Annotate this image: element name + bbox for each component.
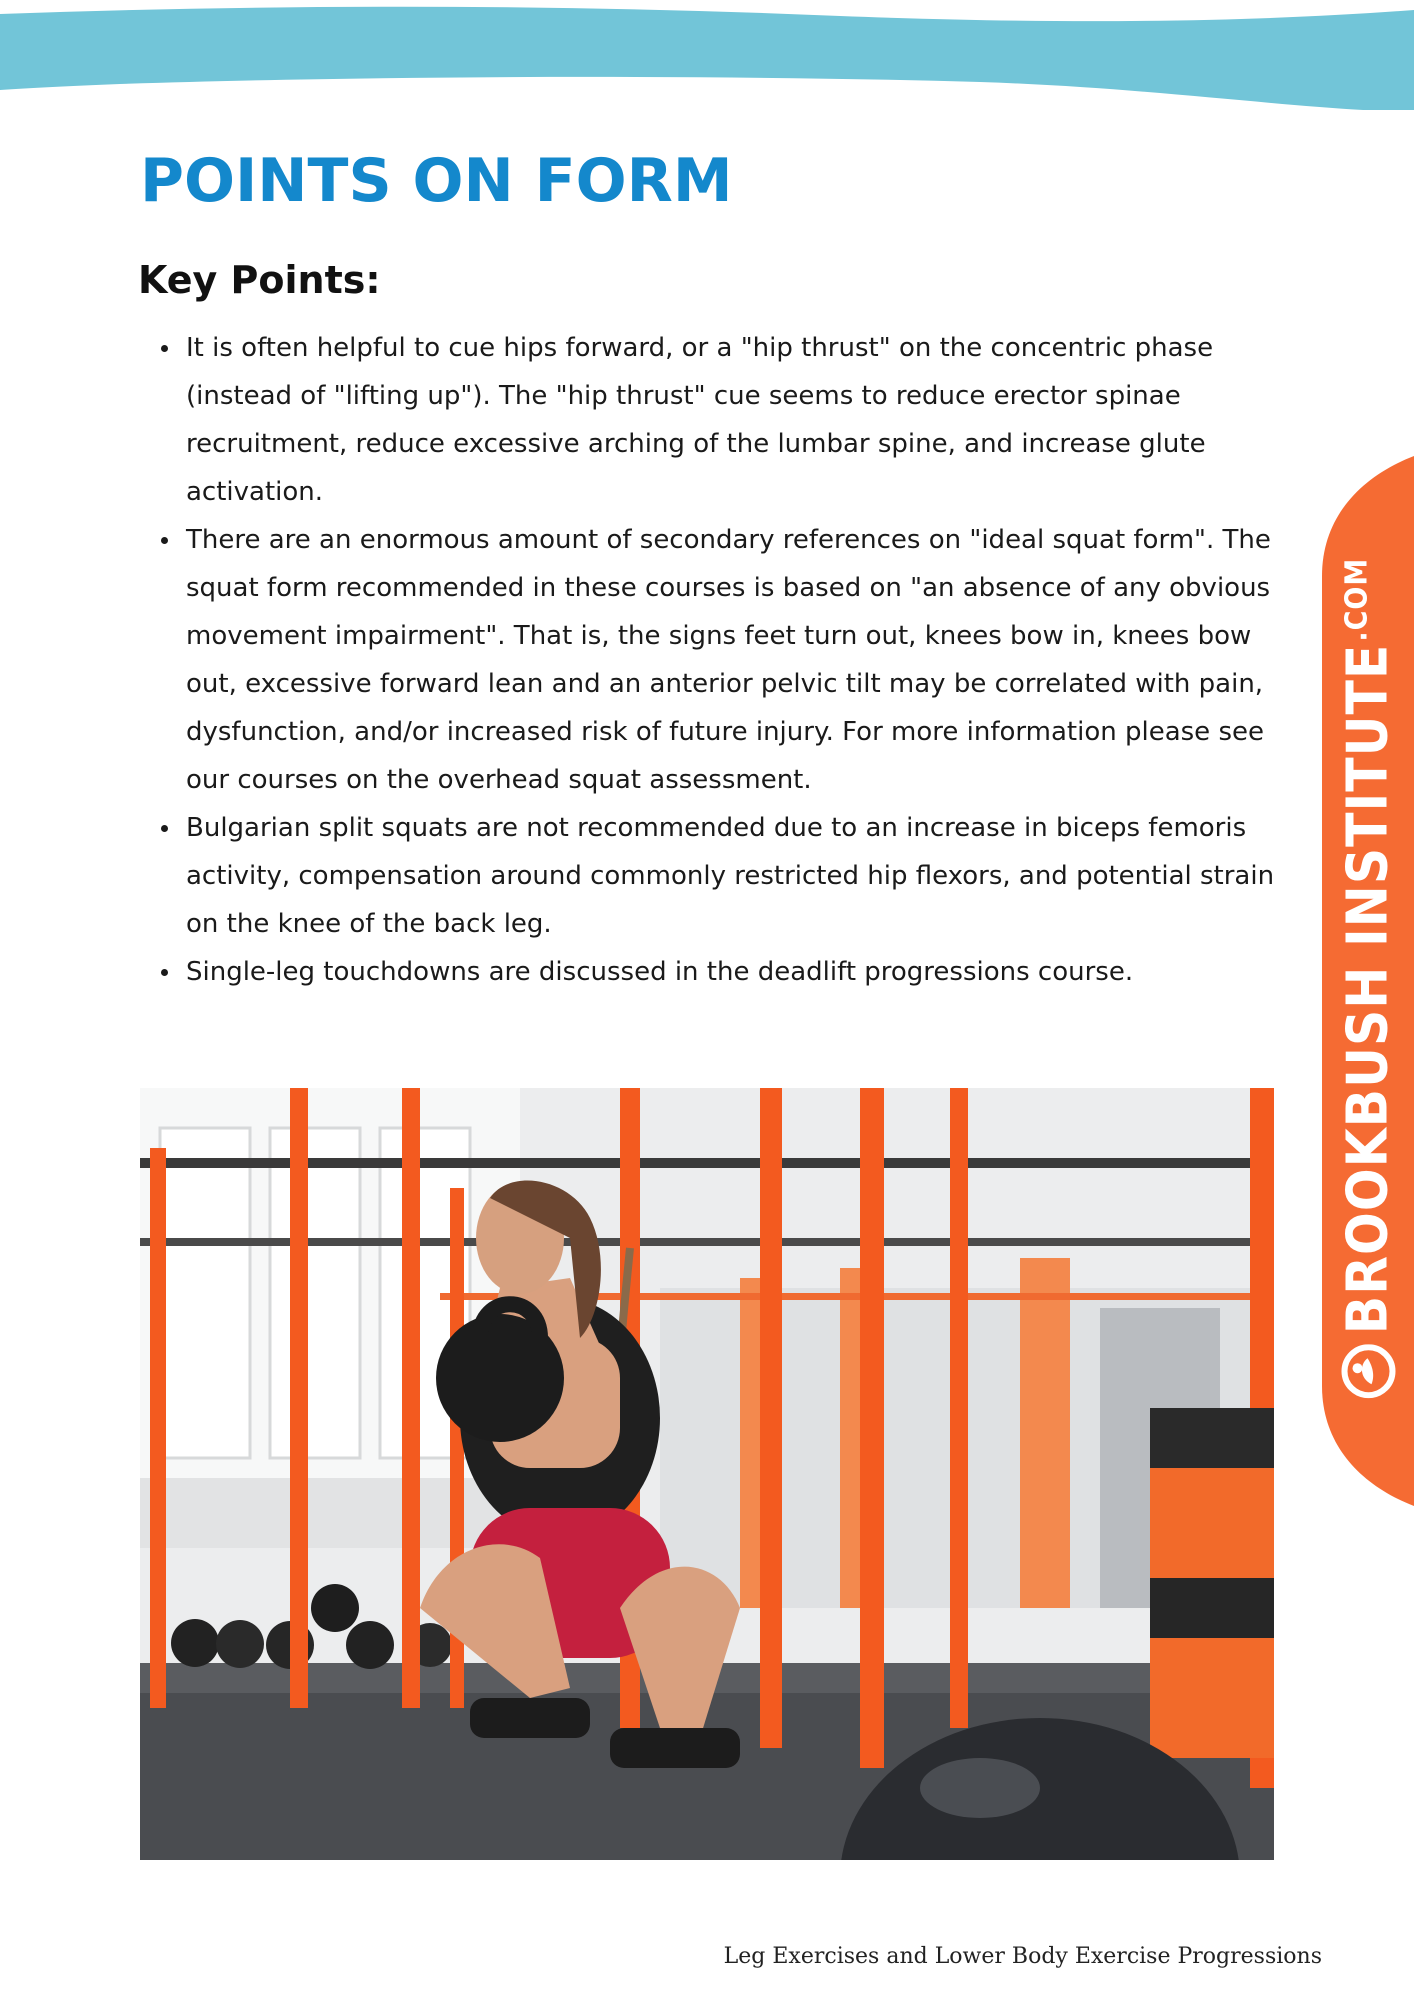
brand-name: BROOKBUSH INSTITUTE <box>1335 643 1401 1335</box>
kettlebell-squat-photo <box>140 1088 1274 1860</box>
brand-logo-icon <box>1341 1344 1395 1398</box>
brand-suffix: .COM <box>1339 557 1375 642</box>
section-heading: Key Points: <box>138 258 381 302</box>
key-point: There are an enormous amount of secondary references on "ideal squat form". The squat form recommended in these courses is based on "an absence of any obvious movement impairment". That is, the signs feet turn out, knees bow in, knees bow out, excessive forward lean and an anterior pelvic tilt may be correlated with pain, dysfunction, and/or increased risk of future injury. For more information please see our courses on the overhead squat assessment. <box>186 516 1286 804</box>
footer-course-title: Leg Exercises and Lower Body Exercise Progressions <box>723 1944 1322 1969</box>
key-point: Bulgarian split squats are not recommended due to an increase in biceps femoris activity, compensation around commonly restricted hip flexors, and potential strain on the knee of the back leg. <box>186 804 1286 948</box>
key-points-list <box>186 324 1286 996</box>
top-wave-banner <box>0 0 1414 110</box>
brand-vertical-wrap <box>1322 456 1414 1506</box>
key-point: It is often helpful to cue hips forward, or a "hip thrust" on the concentric phase (instead of "lifting up"). The "hip thrust" cue seems to reduce erector spinae recruitment, reduce excessive arching of the lumbar spine, and increase glute activation. <box>186 324 1286 516</box>
brand-wordmark <box>1336 558 1401 1398</box>
key-point: Single-leg touchdowns are discussed in the deadlift progressions course. <box>186 948 1286 996</box>
page-title: POINTS ON FORM <box>140 146 733 216</box>
